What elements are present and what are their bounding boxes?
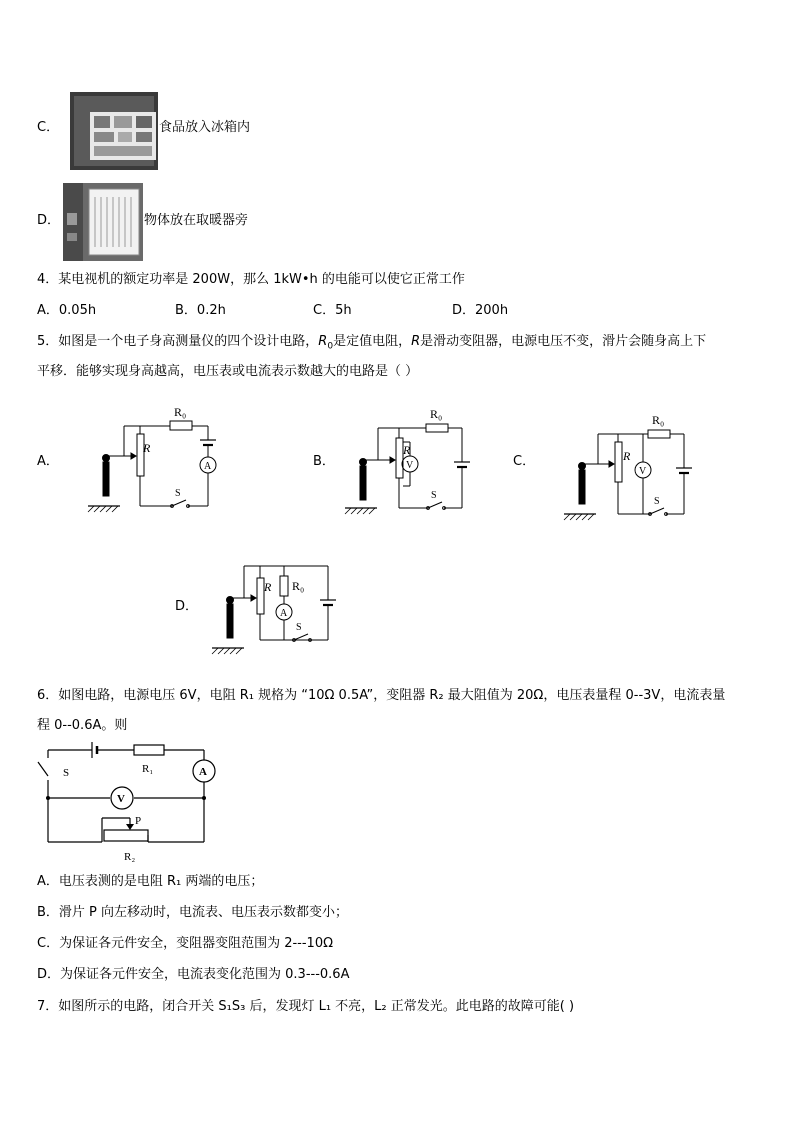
circuit-b-r0-label: R₀: [430, 407, 443, 421]
circuit-d-r0-label: R₀: [292, 579, 305, 593]
circuit-a: [88, 421, 216, 512]
q4-option-d: D．200h: [452, 303, 509, 318]
circuit-c-voltmeter-label: V: [639, 466, 647, 477]
circuit-d-r-label: R: [264, 580, 272, 594]
circuit-d-switch-label: S: [296, 622, 302, 633]
circuit-c-switch-label: S: [654, 496, 660, 507]
q5-stem-part1: 5．如图是一个电子身高测量仪的四个设计电路，: [37, 334, 319, 349]
q6-option-b: B．滑片 P 向左移动时，电流表、电压表示数都变小；: [37, 905, 349, 920]
q6-circuit: [30, 738, 250, 868]
q6-stem-line1: 6．如图电路，电源电压 6V，电阻 R₁ 规格为 “10Ω 0.5A”，变阻器 R₂ 最大阻值为 20Ω，电压表量程 0--3V，电流表量: [37, 688, 726, 703]
refrigerator-photo: [70, 92, 158, 170]
q6-r1-label: R₁: [142, 763, 154, 775]
q5-stem-part3: 是滑动变阻器，电源电压不变，滑片会随身高上下: [420, 334, 707, 349]
q4-stem: 4．某电视机的额定功率是 200W，那么 1kW•h 的电能可以使它正常工作: [37, 272, 465, 287]
q5-letter-b: B．: [313, 454, 335, 469]
q5-letter-c: C．: [513, 454, 536, 469]
q6-switch-label: S: [63, 767, 70, 779]
q4-option-b: B．0.2h: [175, 303, 226, 318]
circuit-d: [212, 566, 336, 654]
q6-r2-label: R₂: [124, 851, 136, 863]
q6-option-a: A．电压表测的是电阻 R₁ 两端的电压；: [37, 874, 264, 889]
circuit-a-r0-label: R₀: [174, 405, 187, 419]
q6-option-d: D．为保证各元件安全，电流表变化范围为 0.3---0.6A: [37, 967, 350, 982]
heater-photo: [63, 183, 143, 261]
circuit-b-switch-label: S: [431, 490, 437, 501]
q5-letter-a: A．: [37, 454, 59, 469]
q6-voltmeter-label: V: [117, 793, 125, 805]
q5-circuits: [0, 390, 794, 660]
q6-ammeter-label: A: [199, 766, 207, 778]
q5-stem-part2: 是定值电阻，: [333, 334, 412, 349]
q6-stem-line2: 程 0--0.6A。则: [37, 718, 128, 733]
circuit-a-ammeter-label: A: [204, 461, 212, 472]
r0-subscript: 0: [327, 341, 334, 352]
r0-symbol: R: [318, 334, 328, 349]
circuit-c: [564, 430, 692, 520]
r-symbol: R: [411, 334, 421, 349]
option-c-letter: C．: [37, 120, 60, 135]
circuit-c-r-label: R: [623, 449, 631, 463]
circuit-d-ammeter-label: A: [280, 608, 288, 619]
option-d-letter: D．: [37, 213, 61, 228]
q4-option-c: C．5h: [313, 303, 352, 318]
q5-stem-line2: 平移．能够实现身高越高，电压表或电流表示数越大的电路是（ ）: [37, 364, 419, 379]
q5-letter-d: D．: [175, 599, 199, 614]
circuit-a-switch-label: S: [175, 488, 181, 499]
q4-option-a: A．0.05h: [37, 303, 97, 318]
q6-slider-label: P: [135, 815, 142, 827]
option-c-text: 食品放入冰箱内: [159, 120, 251, 135]
q5-stem-line1: [37, 334, 706, 355]
circuit-b-r-label: R: [403, 443, 411, 457]
circuit-c-r0-label: R₀: [652, 413, 665, 427]
option-d-text: 物体放在取暖器旁: [144, 213, 249, 228]
q7-stem: 7．如图所示的电路，闭合开关 S₁S₃ 后，发现灯 L₁ 不亮，L₂ 正常发光。此电路的故障可能( ): [37, 999, 575, 1014]
circuit-a-r-label: R: [143, 441, 151, 455]
q6-option-c: C．为保证各元件安全，变阻器变阻范围为 2---10Ω: [37, 936, 334, 951]
circuit-b-voltmeter-label: V: [406, 460, 414, 471]
